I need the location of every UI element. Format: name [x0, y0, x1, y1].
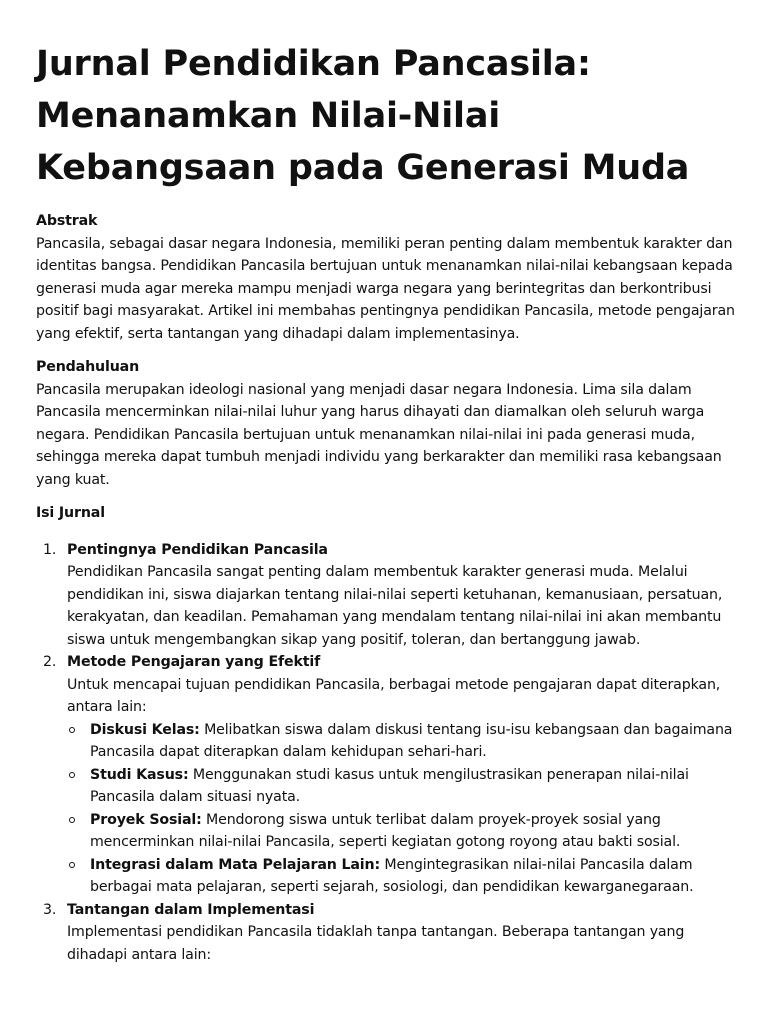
hollow-circle-bullet-icon [69, 862, 75, 868]
abstract-heading: Abstrak [36, 213, 98, 229]
list-item-title: Tantangan dalam Implementasi [67, 901, 315, 918]
list-item-text: Pendidikan Pancasila sangat penting dalam membentuk karakter generasi muda. Melalui pendidikan ini, siswa diajarkan tentang nilai-nilai seperti ketuhanan, kemanusiaan, persatuan, kerakyatan, dan keadilan. Pemahaman yang mendalam tentang nilai-nilai ini akan membantu siswa untuk mengembangkan sikap yang positif, toleran, dan bertanggung jawab. [67, 564, 723, 648]
sub-item-label: Diskusi Kelas: [90, 721, 200, 738]
abstract-section [36, 210, 736, 345]
document-body [36, 210, 736, 966]
sub-list-item [67, 854, 736, 899]
list-item-text: Untuk mencapai tujuan pendidikan Pancasila, berbagai metode pengajaran dapat diterapkan, antara lain: [67, 676, 721, 715]
sub-list [67, 719, 736, 899]
sub-item-text: Mendorong siswa untuk terlibat dalam proyek-proyek sosial yang mencerminkan nilai-nilai Pancasila, seperti kegiatan gotong royong atau bakti sosial. [90, 811, 681, 850]
hollow-circle-bullet-icon [69, 817, 75, 823]
sub-item-label: Integrasi dalam Mata Pelajaran Lain: [90, 856, 380, 873]
content-list [36, 539, 736, 967]
list-item-number: 1. [43, 541, 57, 558]
list-item-number: 3. [43, 901, 57, 918]
list-item-title: Pentingnya Pendidikan Pancasila [67, 541, 328, 558]
document-title: Jurnal Pendidikan Pancasila: Menanamkan Nilai-Nilai Kebangsaan pada Generasi Muda [36, 44, 690, 188]
hollow-circle-bullet-icon [69, 727, 75, 733]
abstract-text: Pancasila, sebagai dasar negara Indonesia, memiliki peran penting dalam membentuk karakter dan identitas bangsa. Pendidikan Pancasila bertujuan untuk menanamkan nilai-nilai kebangsaan kepada generasi muda agar mereka mampu menjadi warga negara yang berintegritas dan berkontribusi positif bagi masyarakat. Artikel ini membahas pentingnya pendidikan Pancasila, metode pengajaran yang efektif, serta tantangan yang dihadapi dalam implementasinya. [36, 235, 735, 342]
list-item [36, 899, 736, 967]
content-heading: Isi Jurnal [36, 505, 105, 521]
sub-list-item [67, 719, 736, 764]
sub-item-text: Melibatkan siswa dalam diskusi tentang isu-isu kebangsaan dan bagaimana Pancasila dapat diterapkan dalam kehidupan sehari-hari. [90, 721, 733, 760]
introduction-heading: Pendahuluan [36, 359, 140, 375]
sub-item-text: Menggunakan studi kasus untuk mengilustrasikan penerapan nilai-nilai Pancasila dalam situasi nyata. [90, 766, 689, 805]
sub-item-label: Studi Kasus: [90, 766, 189, 783]
list-item-title: Metode Pengajaran yang Efektif [67, 654, 321, 670]
introduction-text: Pancasila merupakan ideologi nasional yang menjadi dasar negara Indonesia. Lima sila dalam Pancasila mencerminkan nilai-nilai luhur yang harus dihayati dan diamalkan oleh seluruh warga negara. Pendidikan Pancasila bertujuan untuk menanamkan nilai-nilai ini pada generasi muda, sehingga mereka dapat tumbuh menjadi individu yang berkarakter dan memiliki rasa kebangsaan yang kuat. [36, 381, 722, 488]
sub-list-item [67, 809, 736, 854]
sub-item-label: Proyek Sosial: [90, 811, 202, 828]
sub-item-text: Mengintegrasikan nilai-nilai Pancasila dalam berbagai mata pelajaran, seperti sejarah, sosiologi, dan pendidikan kewarganegaraan. [90, 856, 694, 895]
hollow-circle-bullet-icon [69, 772, 75, 778]
list-item [36, 651, 736, 899]
list-item-number: 2. [43, 654, 57, 670]
sub-list-item [67, 764, 736, 809]
list-item [36, 539, 736, 652]
list-item-text: Implementasi pendidikan Pancasila tidaklah tanpa tantangan. Beberapa tantangan yang dihadapi antara lain: [67, 924, 685, 963]
introduction-section [36, 356, 736, 491]
